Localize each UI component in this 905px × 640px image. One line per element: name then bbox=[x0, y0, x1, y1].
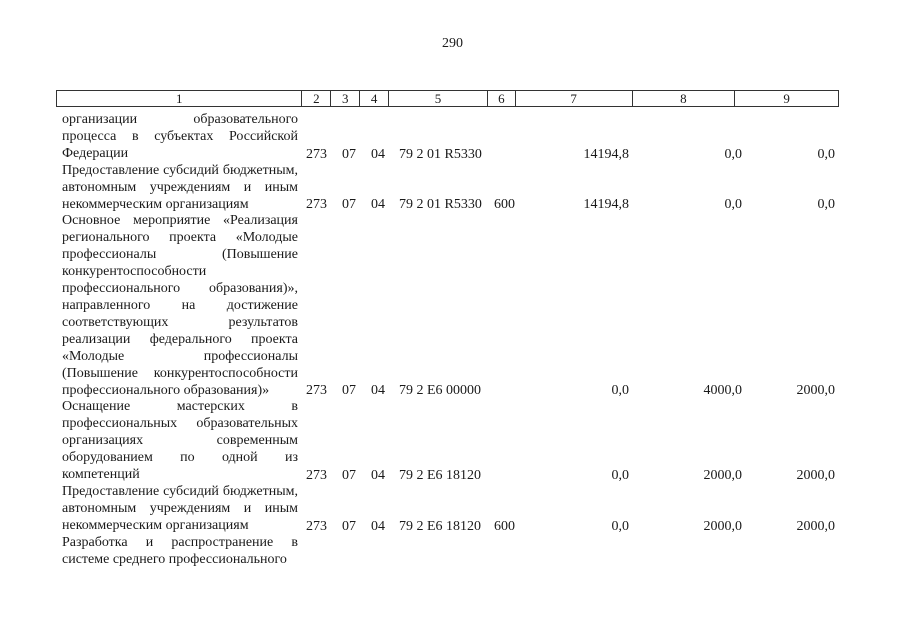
subsection-code: 04 bbox=[371, 518, 385, 534]
row-description: Основное мероприятие «Реализация регионального проекта «Молодые профессионалы (Повышение конкурентоспособности профессионального образования)», направленного на достижение соответствующих результатов реализации федерального проекта «Молодые профессионалы (Повышение конкурентоспособности профессионального образования)» bbox=[62, 213, 298, 398]
table-row bbox=[0, 163, 905, 214]
header-col-3: 3 bbox=[331, 91, 360, 106]
row-codes bbox=[0, 146, 905, 163]
section-code: 07 bbox=[342, 383, 356, 399]
header-col-5: 5 bbox=[389, 91, 488, 106]
table-row bbox=[0, 535, 905, 569]
page-number: 290 bbox=[442, 36, 463, 51]
amount-col-7: 0,0 bbox=[611, 467, 629, 483]
row-description: Предоставление субсидий бюджетным, автономным учреждениям и иным некоммерческим организациям bbox=[62, 162, 298, 212]
header-col-8: 8 bbox=[633, 91, 736, 106]
amount-col-7: 14194,8 bbox=[583, 146, 629, 162]
ministry-code: 273 bbox=[306, 146, 327, 162]
row-description: организации образовательного процесса в субъектах Российской Федерации bbox=[62, 112, 298, 161]
amount-col-9: 0,0 bbox=[817, 146, 835, 162]
subsection-code: 04 bbox=[371, 146, 385, 162]
ministry-code: 273 bbox=[306, 518, 327, 534]
amount-col-7: 0,0 bbox=[611, 518, 629, 534]
expense-type-code: 600 bbox=[494, 197, 515, 213]
ministry-code: 273 bbox=[306, 383, 327, 399]
header-col-2: 2 bbox=[302, 91, 331, 106]
target-article-code: 79 2 01 R5330 bbox=[399, 197, 482, 213]
amount-col-9: 2000,0 bbox=[796, 467, 835, 483]
amount-col-8: 4000,0 bbox=[703, 383, 742, 399]
row-description: Разработка и распространение в системе среднего профессионального bbox=[62, 534, 298, 567]
ministry-code: 273 bbox=[306, 467, 327, 483]
row-codes bbox=[0, 518, 905, 535]
header-col-7: 7 bbox=[516, 91, 633, 106]
amount-col-7: 0,0 bbox=[611, 383, 629, 399]
amount-col-8: 2000,0 bbox=[703, 518, 742, 534]
row-codes bbox=[0, 467, 905, 484]
row-codes bbox=[0, 196, 905, 213]
section-code: 07 bbox=[342, 518, 356, 534]
header-col-4: 4 bbox=[360, 91, 389, 106]
row-description: Предоставление субсидий бюджетным, автономным учреждениям и иным некоммерческим организациям bbox=[62, 483, 298, 533]
header-col-1: 1 bbox=[57, 91, 302, 106]
amount-col-8: 2000,0 bbox=[703, 467, 742, 483]
amount-col-8: 0,0 bbox=[724, 146, 742, 162]
subsection-code: 04 bbox=[371, 383, 385, 399]
table-header-row bbox=[56, 90, 839, 107]
row-codes bbox=[0, 382, 905, 399]
amount-col-9: 2000,0 bbox=[796, 518, 835, 534]
table-row bbox=[0, 484, 905, 535]
expense-type-code: 600 bbox=[494, 518, 515, 534]
ministry-code: 273 bbox=[306, 197, 327, 213]
target-article-code: 79 2 01 R5330 bbox=[399, 146, 482, 162]
section-code: 07 bbox=[342, 146, 356, 162]
table-row bbox=[0, 399, 905, 484]
section-code: 07 bbox=[342, 197, 356, 213]
subsection-code: 04 bbox=[371, 197, 385, 213]
amount-col-9: 2000,0 bbox=[796, 383, 835, 399]
table-row bbox=[0, 112, 905, 163]
table-body bbox=[0, 112, 905, 568]
amount-col-8: 0,0 bbox=[724, 197, 742, 213]
table-row bbox=[0, 213, 905, 399]
header-col-9: 9 bbox=[783, 91, 790, 106]
subsection-code: 04 bbox=[371, 467, 385, 483]
amount-col-7: 14194,8 bbox=[583, 197, 629, 213]
amount-col-9: 0,0 bbox=[817, 197, 835, 213]
target-article-code: 79 2 Е6 18120 bbox=[399, 467, 482, 483]
target-article-code: 79 2 Е6 00000 bbox=[399, 383, 482, 399]
row-description: Оснащение мастерских в профессиональных образовательных организациях современным оборудованием по одной из компетенций bbox=[62, 399, 298, 483]
target-article-code: 79 2 Е6 18120 bbox=[399, 518, 482, 534]
header-col-6: 6 bbox=[488, 91, 516, 106]
section-code: 07 bbox=[342, 467, 356, 483]
